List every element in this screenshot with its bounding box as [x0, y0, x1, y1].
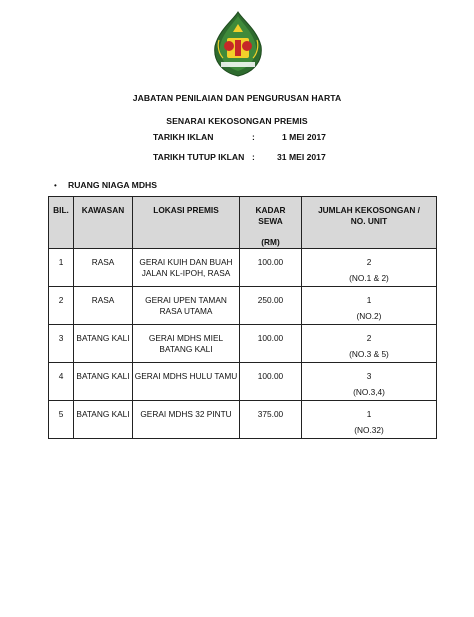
cell-unit: (NO.3 & 5): [349, 349, 389, 359]
cell-kadar: 100.00: [240, 325, 302, 363]
tarikh-iklan-separator: :: [252, 132, 255, 142]
cell-kadar: 100.00: [240, 363, 302, 401]
document-title: SENARAI KEKOSONGAN PREMIS: [166, 116, 308, 126]
premises-table: [48, 196, 437, 439]
header-jumlah: JUMLAH KEKOSONGAN / NO. UNIT: [302, 197, 437, 249]
cell-unit: (NO.1 & 2): [349, 273, 389, 283]
cell-kadar: 375.00: [240, 401, 302, 439]
cell-jumlah: 1 (NO.2): [302, 287, 437, 325]
cell-kawasan: BATANG KALI: [74, 401, 133, 439]
cell-kadar: 100.00: [240, 249, 302, 287]
cell-jumlah: 3 (NO.3,4): [302, 363, 437, 401]
table-row: [49, 287, 437, 325]
header-bil: BIL.: [49, 197, 74, 249]
cell-kadar: 250.00: [240, 287, 302, 325]
cell-bil: 4: [49, 363, 74, 401]
bullet-icon: •: [54, 181, 57, 190]
header-kawasan: KAWASAN: [74, 197, 133, 249]
cell-unit: (NO.3,4): [353, 387, 385, 397]
cell-kawasan: BATANG KALI: [74, 363, 133, 401]
header-lokasi: LOKASI PREMIS: [133, 197, 240, 249]
cell-lokasi: GERAI MDHS 32 PINTU: [133, 401, 240, 439]
mdhs-crest-logo: [211, 10, 265, 80]
header-kadar-unit: (RM): [261, 237, 280, 247]
cell-lokasi: GERAI MDHS MIEL BATANG KALI: [133, 325, 240, 363]
table-row: [49, 363, 437, 401]
cell-unit: (NO.2): [356, 311, 382, 321]
cell-kawasan: BATANG KALI: [74, 325, 133, 363]
department-title: JABATAN PENILAIAN DAN PENGURUSAN HARTA: [132, 93, 342, 103]
table-row: [49, 401, 437, 439]
cell-lokasi: GERAI MDHS HULU TAMU: [133, 363, 240, 401]
tarikh-tutup-separator: :: [252, 152, 255, 162]
tarikh-iklan-value: 1 MEI 2017: [282, 132, 326, 142]
cell-kawasan: RASA: [74, 249, 133, 287]
table-row: [49, 249, 437, 287]
table-header-row: [49, 197, 437, 249]
cell-jumlah: 2 (NO.3 & 5): [302, 325, 437, 363]
table-row: [49, 325, 437, 363]
cell-jumlah: 2 (NO.1 & 2): [302, 249, 437, 287]
cell-lokasi: GERAI KUIH DAN BUAH JALAN KL-IPOH, RASA: [133, 249, 240, 287]
cell-bil: 5: [49, 401, 74, 439]
cell-bil: 1: [49, 249, 74, 287]
tarikh-iklan-label: TARIKH IKLAN: [153, 132, 214, 142]
cell-lokasi: GERAI UPEN TAMAN RASA UTAMA: [133, 287, 240, 325]
header-kadar: KADAR SEWA (RM): [240, 197, 302, 249]
cell-jumlah: 1 (NO.32): [302, 401, 437, 439]
cell-bil: 3: [49, 325, 74, 363]
section-title: RUANG NIAGA MDHS: [68, 180, 157, 190]
cell-kawasan: RASA: [74, 287, 133, 325]
tarikh-tutup-value: 31 MEI 2017: [277, 152, 326, 162]
cell-unit: (NO.32): [354, 425, 384, 435]
cell-bil: 2: [49, 287, 74, 325]
tarikh-tutup-label: TARIKH TUTUP IKLAN: [153, 152, 245, 162]
